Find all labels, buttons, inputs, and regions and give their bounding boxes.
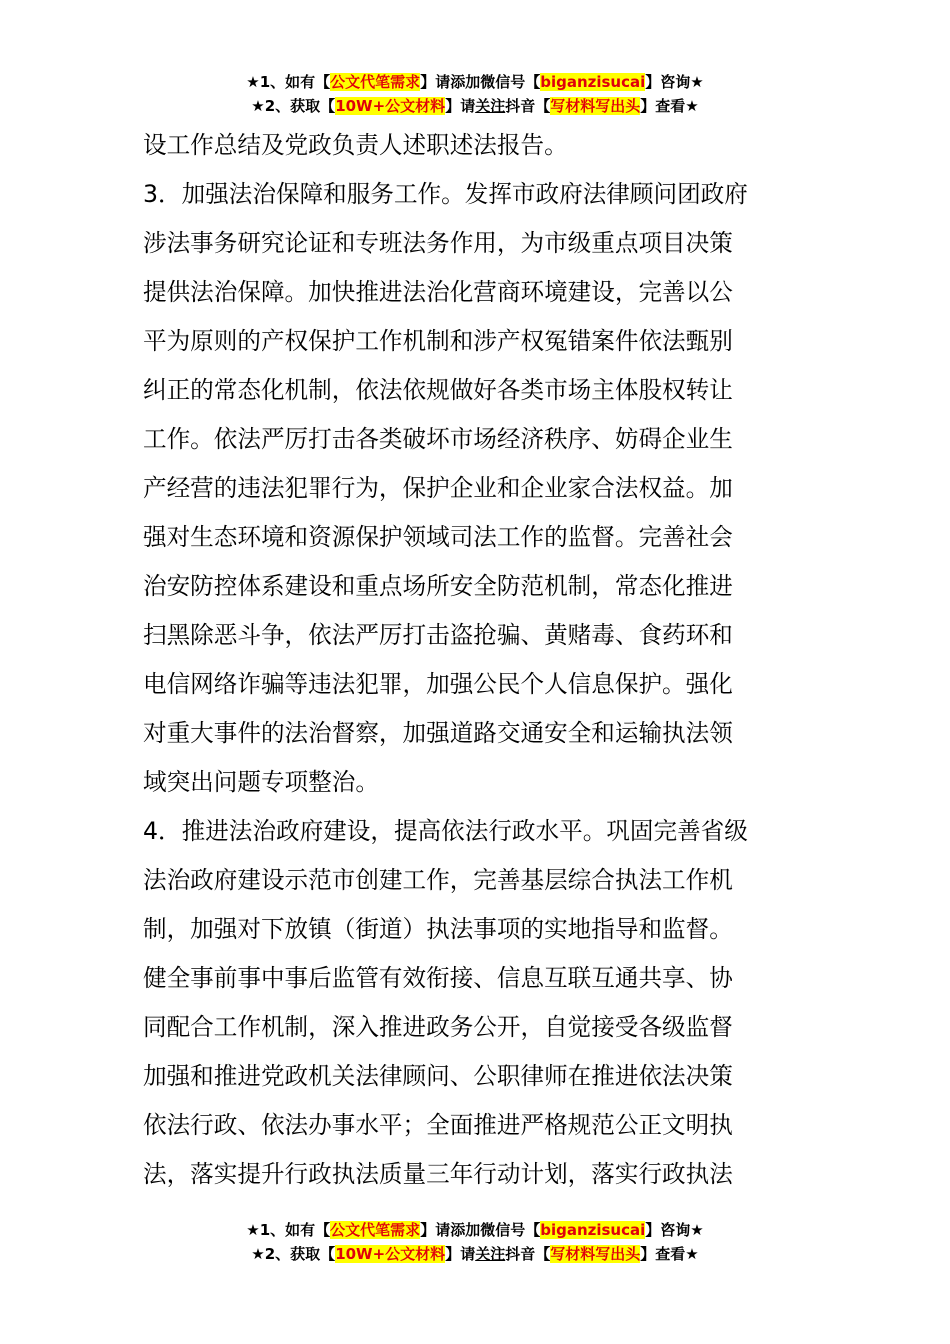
banner-line-2: [0, 94, 950, 118]
text-line: 电信网络诈骗等违法犯罪，加强公民个人信息保护。强化: [143, 670, 733, 698]
banner-text: ★2、获取【: [251, 97, 336, 115]
banner-text: 】请添加微信号【: [420, 73, 541, 91]
banner-text: 】咨询★: [645, 73, 704, 91]
text-line: 4．推进法治政府建设，提高依法行政水平。巩固完善省级: [143, 817, 748, 845]
banner-text: ★1、如有【: [246, 73, 331, 91]
banner-highlight: 公文代笔需求: [330, 73, 421, 91]
douyin-account: 写材料写出头: [550, 1245, 641, 1263]
text-line: 产经营的违法犯罪行为，保护企业和企业家合法权益。加: [143, 474, 733, 502]
text-line: 涉法事务研究论证和专班法务作用，为市级重点项目决策: [143, 229, 733, 257]
banner-text: 】请: [445, 1245, 476, 1263]
banner-highlight: 10W+公文材料: [335, 1245, 446, 1263]
text-line: 制，加强对下放镇（街道）执法事项的实地指导和监督。: [143, 915, 733, 943]
text-line: 同配合工作机制，深入推进政务公开，自觉接受各级监督: [143, 1013, 733, 1041]
text-line: 法，落实提升行政执法质量三年行动计划，落实行政执法: [143, 1160, 733, 1188]
text-line: 依法行政、依法办事水平；全面推进严格规范公正文明执: [143, 1111, 733, 1139]
text-line: 设工作总结及党政负责人述职述法报告。: [143, 131, 568, 159]
banner-text: 】查看★: [640, 97, 699, 115]
document-body: [143, 121, 807, 1199]
text-line: 加强和推进党政机关法律顾问、公职律师在推进依法决策: [143, 1062, 733, 1090]
text-line: 提供法治保障。加快推进法治化营商环境建设，完善以公: [143, 278, 733, 306]
banner-text: 】咨询★: [645, 1221, 704, 1239]
banner-text: 】请添加微信号【: [420, 1221, 541, 1239]
banner-text: 】查看★: [640, 1245, 699, 1263]
banner-text: 抖音【: [505, 97, 551, 115]
banner-text: ★1、如有【: [246, 1221, 331, 1239]
text-line: 纠正的常态化机制，依法依规做好各类市场主体股权转让: [143, 376, 733, 404]
text-line: 法治政府建设示范市创建工作，完善基层综合执法工作机: [143, 866, 733, 894]
text-line: 健全事前事中事后监管有效衔接、信息互联互通共享、协: [143, 964, 733, 992]
text-line: 对重大事件的法治督察，加强道路交通安全和运输执法领: [143, 719, 733, 747]
text-line: 强对生态环境和资源保护领域司法工作的监督。完善社会: [143, 523, 733, 551]
bottom-banner: [0, 1218, 950, 1266]
text-line: 域突出问题专项整治。: [143, 768, 379, 796]
banner-text: 抖音【: [505, 1245, 551, 1263]
banner-text: 】请: [445, 97, 476, 115]
banner-highlight: 公文代笔需求: [330, 1221, 421, 1239]
banner-underlined: 关注: [475, 97, 506, 115]
text-line: 3．加强法治保障和服务工作。发挥市政府法律顾问团政府: [143, 180, 748, 208]
text-line: 治安防控体系建设和重点场所安全防范机制，常态化推进: [143, 572, 733, 600]
banner-highlight: 10W+公文材料: [335, 97, 446, 115]
wechat-id: biganzisucai: [540, 1221, 646, 1239]
banner-text: ★2、获取【: [251, 1245, 336, 1263]
banner-underlined: 关注: [475, 1245, 506, 1263]
text-line: 工作。依法严厉打击各类破坏市场经济秩序、妨碍企业生: [143, 425, 733, 453]
text-line: 平为原则的产权保护工作机制和涉产权冤错案件依法甄别: [143, 327, 733, 355]
douyin-account: 写材料写出头: [550, 97, 641, 115]
text-line: 扫黑除恶斗争，依法严厉打击盗抢骗、黄赌毒、食药环和: [143, 621, 733, 649]
banner-line-2: [0, 1242, 950, 1266]
top-banner: [0, 70, 950, 118]
wechat-id: biganzisucai: [540, 73, 646, 91]
banner-line-1: [0, 1218, 950, 1242]
banner-line-1: [0, 70, 950, 94]
